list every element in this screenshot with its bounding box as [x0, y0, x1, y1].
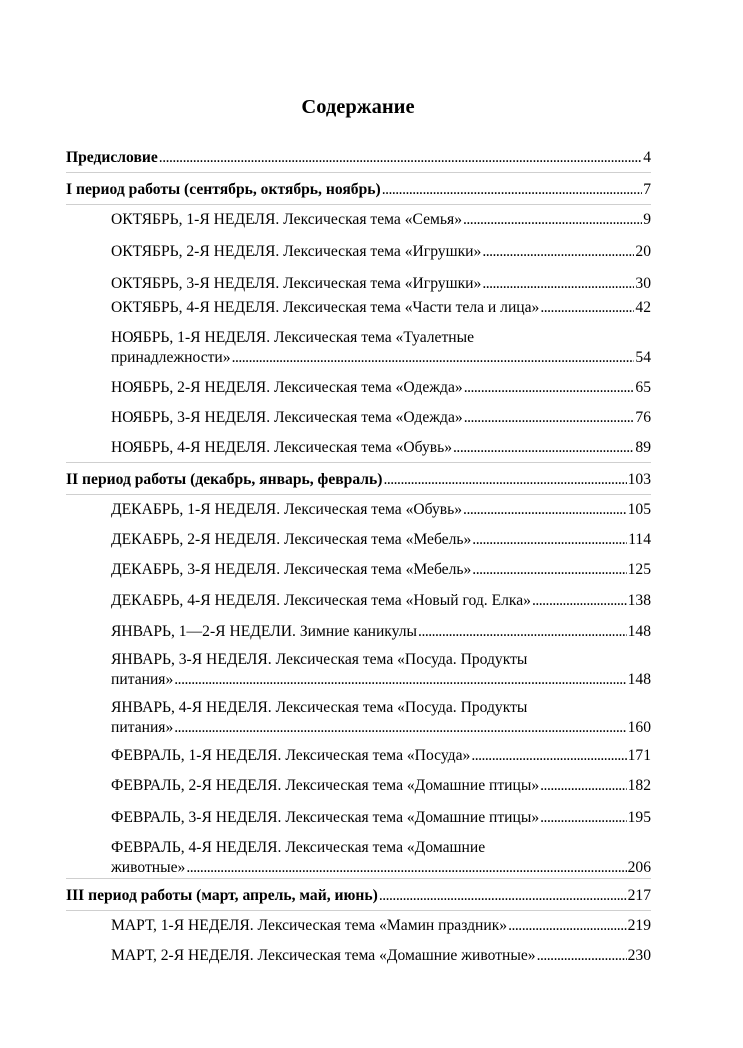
toc-entry[interactable] [111, 776, 651, 796]
divider [66, 462, 651, 463]
toc-entry-title: НОЯБРЬ, 3-Я НЕДЕЛЯ. Лексическая тема «Одежда» [111, 409, 463, 426]
toc-entry[interactable] [111, 838, 651, 878]
divider [66, 878, 651, 879]
dot-leader [472, 530, 627, 550]
toc-entry-title: НОЯБРЬ, 2-Я НЕДЕЛЯ. Лексическая тема «Одежда» [111, 379, 463, 396]
toc-page-number: 230 [627, 947, 651, 964]
toc-entry[interactable] [111, 622, 651, 642]
toc-entry[interactable] [111, 560, 651, 580]
toc-entry-title: питания» [111, 671, 174, 688]
toc-page-number: 182 [627, 777, 651, 794]
toc-page-number: 138 [627, 592, 651, 609]
dot-leader [532, 591, 627, 611]
dot-leader [382, 180, 643, 200]
toc-entry-title-line1: ФЕВРАЛЬ, 4-Я НЕДЕЛЯ. Лексическая тема «Домашние [111, 839, 486, 856]
toc-entry-title: ФЕВРАЛЬ, 3-Я НЕДЕЛЯ. Лексическая тема «Домашние птицы» [111, 809, 540, 826]
toc-page-number: 9 [643, 211, 651, 228]
toc-page-number: 54 [635, 349, 651, 366]
dot-leader [159, 148, 642, 168]
toc-entry[interactable] [111, 650, 651, 690]
toc-page-number: 76 [635, 409, 651, 426]
toc-entry-title: питания» [111, 719, 174, 736]
toc-page-number: 148 [627, 623, 651, 640]
dot-leader [540, 808, 626, 828]
toc-page-number: 4 [643, 149, 651, 166]
toc-entry-title: ДЕКАБРЬ, 3-Я НЕДЕЛЯ. Лексическая тема «Мебель» [111, 561, 472, 578]
toc-entry-title: животные» [111, 859, 186, 876]
dot-leader [482, 274, 634, 294]
toc-page-number: 160 [627, 719, 651, 736]
toc-entry[interactable] [111, 591, 651, 611]
toc-entry-title: Предисловие [66, 149, 158, 166]
toc-page-number: 125 [627, 561, 651, 578]
toc-page-number: 171 [627, 747, 651, 764]
dot-leader [540, 298, 634, 318]
toc-entry-title: ОКТЯБРЬ, 1-Я НЕДЕЛЯ. Лексическая тема «Семья» [111, 211, 463, 228]
toc-entry-title: I период работы (сентябрь, октябрь, ноябрь) [66, 181, 381, 198]
toc-entry[interactable] [111, 242, 651, 262]
toc-entry[interactable] [111, 916, 651, 936]
divider [66, 172, 651, 173]
toc-page-number: 219 [627, 917, 651, 934]
dot-leader [471, 746, 626, 766]
toc-entry[interactable] [111, 298, 651, 318]
toc-page-number: 20 [635, 243, 651, 260]
toc-entry-title-line1: ЯНВАРЬ, 3-Я НЕДЕЛЯ. Лексическая тема «Посуда. Продукты [111, 651, 528, 668]
page-title: Содержание [301, 96, 415, 118]
toc-entry-title: ОКТЯБРЬ, 3-Я НЕДЕЛЯ. Лексическая тема «Игрушки» [111, 275, 482, 292]
toc-entry-title: МАРТ, 2-Я НЕДЕЛЯ. Лексическая тема «Домашние животные» [111, 947, 536, 964]
toc-page-number: 42 [635, 299, 651, 316]
dot-leader [383, 470, 626, 490]
toc-entry-title: III период работы (март, апрель, май, июнь) [66, 887, 378, 904]
toc-entry-title: ОКТЯБРЬ, 4-Я НЕДЕЛЯ. Лексическая тема «Части тела и лица» [111, 299, 540, 316]
dot-leader [464, 408, 635, 428]
dot-leader [174, 718, 626, 738]
toc-entry-title: ДЕКАБРЬ, 1-Я НЕДЕЛЯ. Лексическая тема «Обувь» [111, 501, 463, 518]
divider [66, 910, 651, 911]
toc-page-number: 114 [628, 531, 651, 548]
toc-entry-title: ОКТЯБРЬ, 2-Я НЕДЕЛЯ. Лексическая тема «Игрушки» [111, 243, 482, 260]
dot-leader [463, 500, 627, 520]
toc-entry-title: ДЕКАБРЬ, 2-Я НЕДЕЛЯ. Лексическая тема «Мебель» [111, 531, 472, 548]
toc-entry[interactable] [111, 328, 651, 368]
dot-leader [186, 858, 626, 878]
toc-entry[interactable] [111, 438, 651, 458]
toc-entry[interactable] [111, 746, 651, 766]
toc-entry[interactable] [111, 698, 651, 738]
dot-leader [508, 916, 627, 936]
toc-entry[interactable] [111, 210, 651, 230]
toc-entry-title: ФЕВРАЛЬ, 1-Я НЕДЕЛЯ. Лексическая тема «Посуда» [111, 747, 471, 764]
dot-leader [232, 348, 635, 368]
toc-page-number: 89 [635, 439, 651, 456]
dot-leader [174, 670, 626, 690]
toc-entry[interactable] [111, 378, 651, 398]
toc-entry-title: МАРТ, 1-Я НЕДЕЛЯ. Лексическая тема «Мамин праздник» [111, 917, 508, 934]
toc-entry-title: НОЯБРЬ, 4-Я НЕДЕЛЯ. Лексическая тема «Обувь» [111, 439, 453, 456]
dot-leader [464, 378, 635, 398]
dot-leader [540, 776, 626, 796]
toc-entry[interactable] [111, 808, 651, 828]
toc-entry[interactable] [66, 148, 651, 168]
toc-page-number: 7 [643, 181, 651, 198]
toc-page-number: 30 [635, 275, 651, 292]
dot-leader [537, 946, 627, 966]
dot-leader [453, 438, 634, 458]
toc-page-number: 195 [627, 809, 651, 826]
dot-leader [379, 886, 627, 906]
toc-page-number: 105 [627, 501, 651, 518]
toc-entry[interactable] [111, 530, 651, 550]
toc-entry-title: принадлежности» [111, 349, 231, 366]
toc-page-number: 206 [627, 859, 651, 876]
toc-entry[interactable] [66, 470, 651, 490]
toc-page-number: 148 [627, 671, 651, 688]
toc-entry[interactable] [66, 180, 651, 200]
toc-entry-title: II период работы (декабрь, январь, февраль) [66, 471, 383, 488]
toc-entry[interactable] [111, 274, 651, 294]
dot-leader [463, 210, 642, 230]
toc-entry-title: ФЕВРАЛЬ, 2-Я НЕДЕЛЯ. Лексическая тема «Домашние птицы» [111, 777, 540, 794]
toc-page-number: 103 [627, 471, 651, 488]
divider [66, 204, 651, 205]
toc-entry[interactable] [111, 500, 651, 520]
toc-entry[interactable] [66, 886, 651, 906]
divider [66, 494, 651, 495]
toc-entry-title: ЯНВАРЬ, 1—2-Я НЕДЕЛИ. Зимние каникулы [111, 623, 418, 640]
toc-entry-title-line1: НОЯБРЬ, 1-Я НЕДЕЛЯ. Лексическая тема «Туалетные [111, 329, 475, 346]
toc-page-number: 217 [627, 887, 651, 904]
toc-page-number: 65 [635, 379, 651, 396]
toc-entry[interactable] [111, 946, 651, 966]
dot-leader [482, 242, 634, 262]
toc-entry[interactable] [111, 408, 651, 428]
toc-entry-title-line1: ЯНВАРЬ, 4-Я НЕДЕЛЯ. Лексическая тема «Посуда. Продукты [111, 699, 528, 716]
dot-leader [472, 560, 626, 580]
toc-entry-title: ДЕКАБРЬ, 4-Я НЕДЕЛЯ. Лексическая тема «Новый год. Елка» [111, 592, 531, 609]
dot-leader [418, 622, 627, 642]
